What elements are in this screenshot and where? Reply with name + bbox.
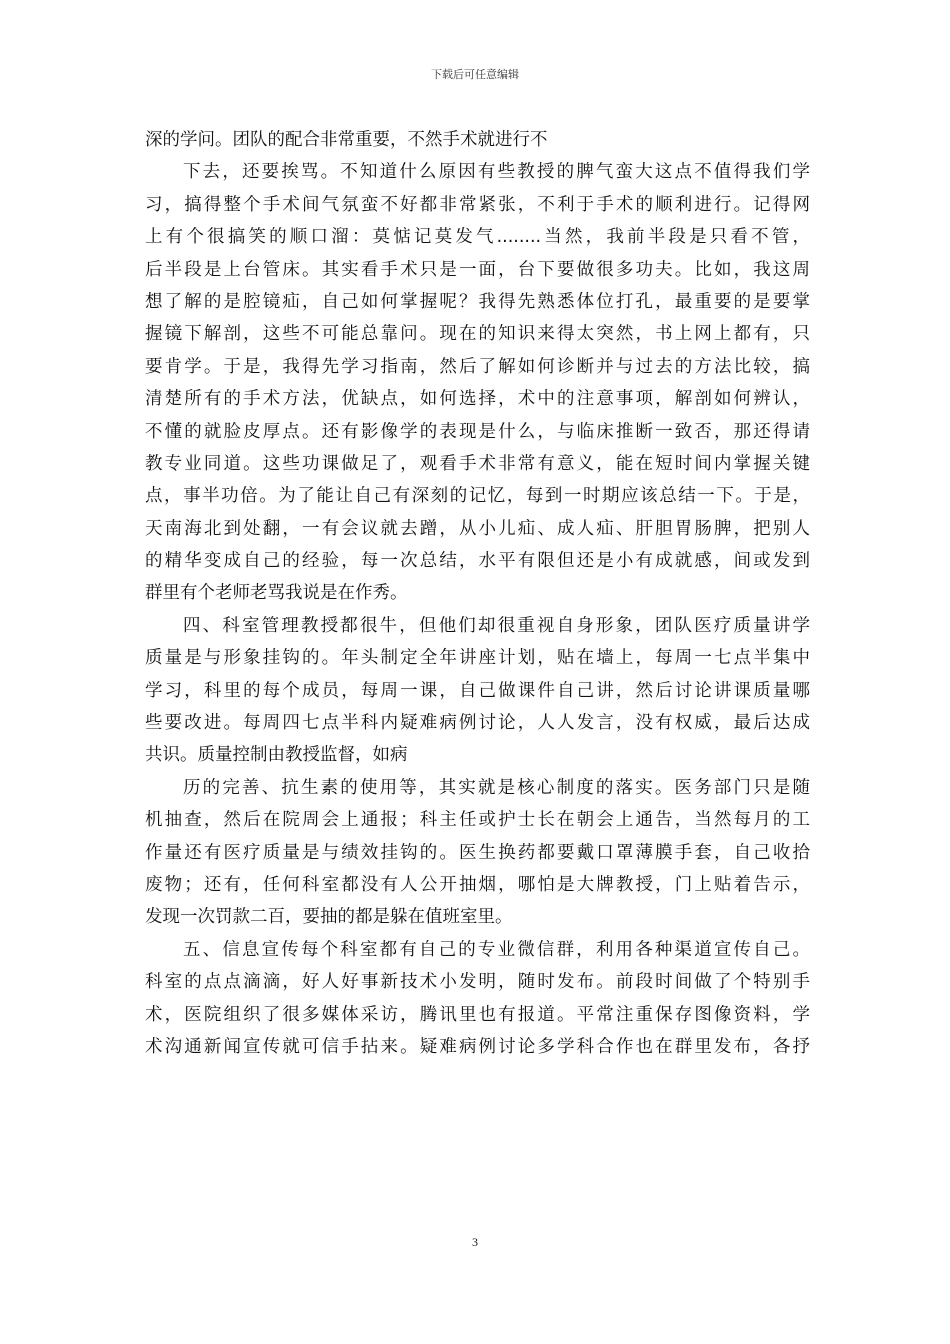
text-line: 后半段是上台管床。其实看手术只是一面，台下要做很多功夫。比如，我这周 xyxy=(145,259,810,280)
text-line: 术，医院组织了很多媒体采访，腾讯里也有报道。平常注重保存图像资料，学 xyxy=(145,1004,810,1025)
text-line: 学习，科里的每个成员，每周一课，自己做课件自己讲，然后讨论讲课质量哪 xyxy=(145,680,810,701)
text-line: 作量还有医疗质量是与绩效挂钩的。医生换药都要戴口罩薄膜手套，自己收拾 xyxy=(145,842,810,863)
text-line: 不懂的就脸皮厚点。还有影像学的表现是什么，与临床推断一致否，那还得请 xyxy=(145,421,810,442)
text-line: 废物；还有，任何科室都没有人公开抽烟，哪怕是大牌教授，门上贴着告示， xyxy=(145,874,810,895)
page-header: 下载后可任意编辑 xyxy=(431,68,519,81)
text-line: 清楚所有的手术方法，优缺点，如何选择，术中的注意事项，解剖如何辨认， xyxy=(145,389,810,410)
text-line: 深的学问。团队的配合非常重要，不然手术就进行不 xyxy=(145,130,548,150)
text-line: 天南海北到处翻，一有会议就去蹭，从小儿疝、成人疝、肝胆胃肠脾，把别人 xyxy=(145,518,810,539)
text-line: 共识。质量控制由教授监督，如病 xyxy=(145,745,408,766)
text-line: 点，事半功倍。为了能让自己有深刻的记忆，每到一时期应该总结一下。于是， xyxy=(145,486,810,507)
text-line: 些要改进。每周四七点半科内疑难病例讨论，人人发言，没有权威，最后达成 xyxy=(145,713,810,734)
text-line: 上有个很搞笑的顺口溜：莫惦记莫发气........当然，我前半段是只看不管， xyxy=(145,227,810,248)
text-line: 科室的点点滴滴，好人好事新技术小发明，随时发布。前段时间做了个特别手 xyxy=(145,972,810,993)
text-line: 要肯学。于是，我得先学习指南，然后了解如何诊断并与过去的方法比较，搞 xyxy=(145,356,810,377)
text-line: 机抽查，然后在院周会上通报；科主任或护士长在朝会上通告，当然每月的工 xyxy=(145,810,810,831)
text-line: 教专业同道。这些功课做足了，观看手术非常有意义，能在短时间内掌握关键 xyxy=(145,453,810,474)
text-line: 术沟通新闻宣传就可信手拈来。疑难病例讨论多学科合作也在群里发布，各抒 xyxy=(145,1036,810,1057)
text-line: 历的完善、抗生素的使用等，其实就是核心制度的落实。医务部门只是随 xyxy=(183,777,810,798)
text-line: 的精华变成自己的经验，每一次总结，水平有限但还是小有成就感，间或发到 xyxy=(145,551,810,572)
text-line: 五、信息宣传每个科室都有自己的专业微信群，利用各种渠道宣传自己。 xyxy=(183,939,810,960)
text-line: 四、科室管理教授都很牛，但他们却很重视自身形象，团队医疗质量讲学 xyxy=(183,615,810,636)
text-line: 想了解的是腔镜疝，自己如何掌握呢？我得先熟悉体位打孔，最重要的是要掌 xyxy=(145,291,810,312)
text-line: 习，搞得整个手术间气氛蛮不好都非常紧张，不利于手术的顺利进行。记得网 xyxy=(145,194,810,215)
text-line: 下去，还要挨骂。不知道什么原因有些教授的脾气蛮大这点不值得我们学 xyxy=(183,162,810,183)
text-line: 质量是与形象挂钩的。年头制定全年讲座计划，贴在墙上，每周一七点半集中 xyxy=(145,648,810,669)
text-line: 群里有个老师老骂我说是在作秀。 xyxy=(145,583,408,604)
page-number: 3 xyxy=(472,1235,478,1249)
text-line: 握镜下解剖，这些不可能总靠问。现在的知识来得太突然，书上网上都有，只 xyxy=(145,324,810,345)
text-line: 发现一次罚款二百，要抽的都是躲在值班室里。 xyxy=(145,907,513,928)
body-text xyxy=(145,124,810,1063)
